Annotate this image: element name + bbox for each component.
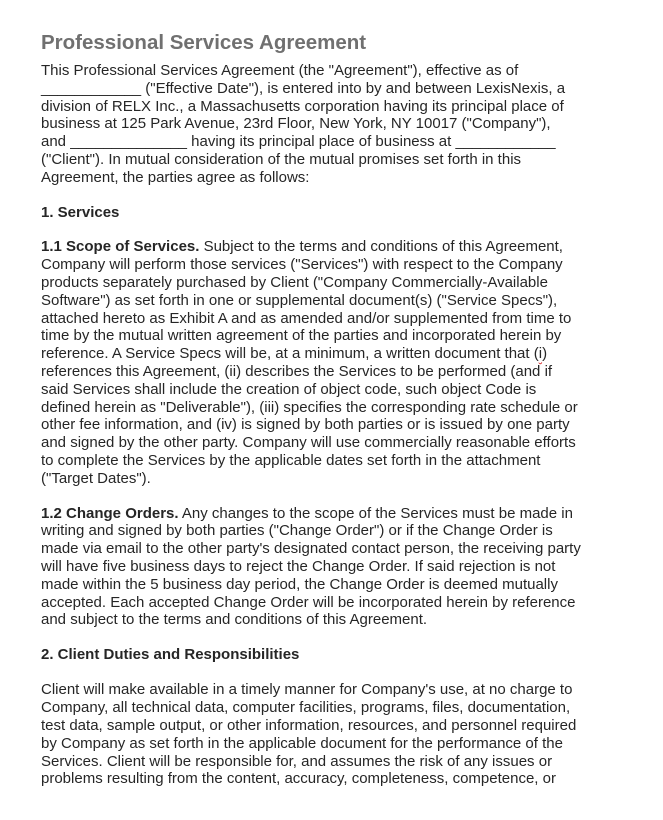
paragraph-line: problems resulting from the content, accuracy, completeness, competence, or	[41, 770, 556, 788]
section-heading-services: 1. Services	[41, 203, 120, 221]
paragraph-line: by Company as set forth in the applicable document for the performance of the	[41, 734, 563, 752]
paragraph-lead: 1.1 Scope of Services.	[41, 238, 200, 256]
spelling-flag[interactable]: i	[538, 345, 543, 363]
paragraph-text: Subject to the terms and conditions of this Agreement,	[199, 238, 563, 256]
scope-of-services-paragraph	[41, 238, 607, 487]
paragraph-line: attached hereto as Exhibit A and as amended and/or supplemented from time to	[41, 309, 572, 327]
paragraph-line: writing and signed by both parties ("Change Order") or if the Change Order is	[41, 522, 553, 540]
intro-line: division of RELX Inc., a Massachusetts corporation having its principal place of	[41, 97, 564, 115]
paragraph-line: defined herein as "Deliverable"), (iii) specifies the corresponding rate schedule or	[41, 398, 578, 416]
intro-line: and ______________ having its principal place of business at ____________	[41, 133, 556, 151]
paragraph-line: test data, sample output, or other information, resources, and personnel required	[41, 717, 577, 734]
paragraph-line: to complete the Services by the applicable dates set forth in the attachment	[41, 451, 541, 469]
paragraph-line: Services. Client will be responsible for, and assumes the risk of any issues or	[41, 752, 553, 770]
document-title: Professional Services Agreement	[41, 31, 367, 54]
paragraph-line: made via email to the other party's designated contact person, the receiving party	[41, 540, 581, 558]
paragraph-line: ("Target Dates").	[41, 469, 151, 487]
intro-line: Agreement, the parties agree as follows:	[41, 168, 310, 186]
client-duties-paragraph	[41, 681, 607, 788]
intro-line: ("Client"). In mutual consideration of the mutual promises set forth in this	[41, 150, 522, 168]
paragraph-text: reference. A Service Specs will be, at a minimum, a written document that (	[41, 345, 539, 363]
intro-line: ____________ ("Effective Date"), is entered into by and between LexisNexis, a	[41, 79, 566, 97]
paragraph-line: products separately purchased by Client ("Company Commercially-Available	[41, 273, 548, 291]
paragraph-line: said Services shall include the creation of object code, such object Code is	[41, 380, 537, 398]
intro-line: business at 125 Park Avenue, 23rd Floor, New York, NY 10017 ("Company"),	[41, 115, 551, 133]
section-heading-client-duties: 2. Client Duties and Responsibilities	[41, 646, 300, 664]
intro-line: This Professional Services Agreement (the "Agreement"), effective as of	[41, 62, 519, 79]
paragraph-lead: 1.2 Change Orders.	[41, 504, 179, 522]
document-page	[41, 30, 607, 788]
paragraph-line: accepted. Each accepted Change Order will be incorporated herein by reference	[41, 593, 576, 611]
paragraph-line	[41, 238, 607, 256]
paragraph-line	[41, 505, 607, 523]
paragraph-text: )	[542, 345, 548, 363]
paragraph-line: Company, all technical data, computer facilities, programs, files, documentation,	[41, 699, 571, 717]
paragraph-line: will have five business days to reject the Change Order. If said rejection is not	[41, 557, 556, 575]
intro-paragraph	[41, 62, 607, 187]
paragraph-line: time by the mutual written agreement of the parties and incorporated herein by	[41, 327, 562, 345]
paragraph-text: Any changes to the scope of the Services must be made in	[178, 504, 573, 522]
paragraph-line: Company will perform those services ("Services") with respect to the Company	[41, 256, 563, 274]
change-orders-paragraph	[41, 505, 607, 630]
paragraph-line: Software") as set forth in one or supplemental document(s) ("Service Specs"),	[41, 291, 558, 309]
paragraph-line: other fee information, and (iv) is signed by both parties or is issued by one party	[41, 416, 570, 434]
paragraph-line: references this Agreement, (ii) describes the Services to be performed (and if	[41, 362, 553, 380]
paragraph-line: made within the 5 business day period, the Change Order is deemed mutually	[41, 575, 558, 593]
paragraph-line	[41, 345, 607, 363]
paragraph-line: and subject to the terms and conditions of this Agreement.	[41, 611, 428, 629]
paragraph-line: and signed by the other party. Company will use commercially reasonable efforts	[41, 434, 576, 452]
paragraph-line: Client will make available in a timely manner for Company's use, at no charge to	[41, 681, 573, 699]
